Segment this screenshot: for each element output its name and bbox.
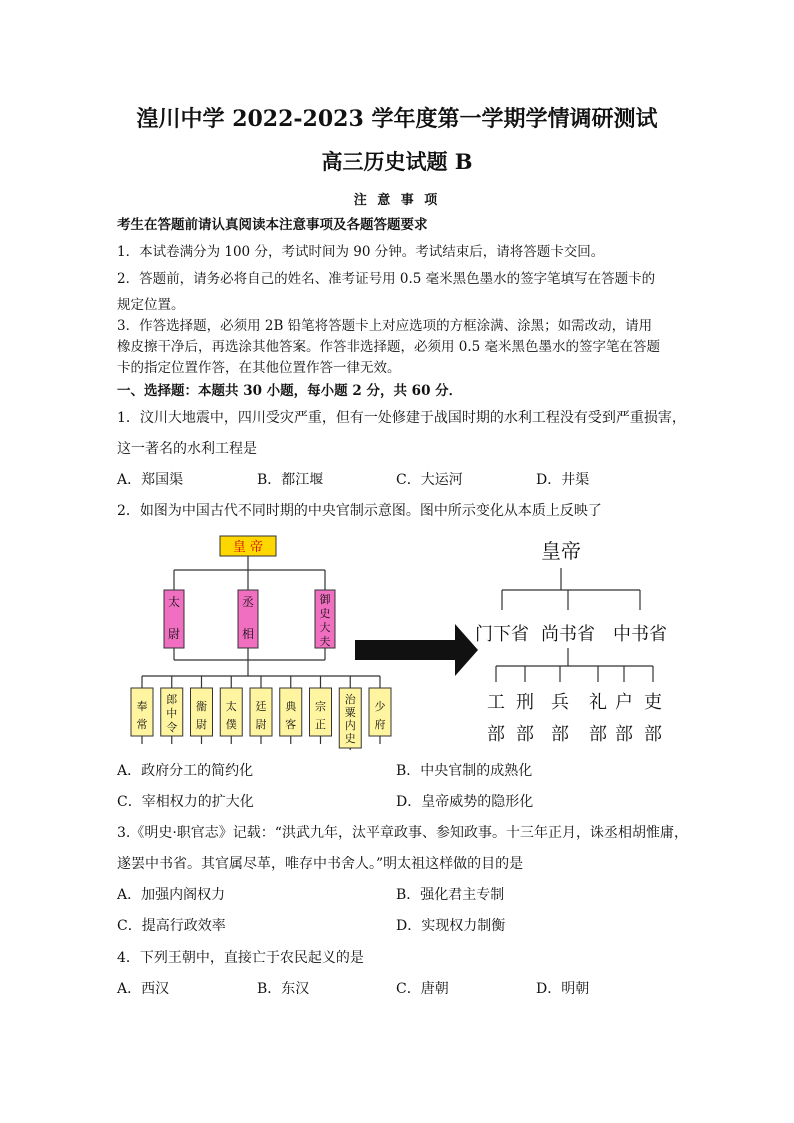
liubu-label: 户 bbox=[615, 692, 633, 713]
jiuqing-label: 郎 bbox=[166, 693, 178, 706]
jiuqing-label: 客 bbox=[285, 718, 297, 731]
jiuqing-label: 中 bbox=[166, 707, 178, 720]
q2-stem: 2．如图为中国古代不同时期的中央官制示意图。图中所示变化从本质上反映了 bbox=[117, 503, 602, 519]
right-emperor-label: 皇帝 bbox=[541, 539, 581, 563]
jiuqing-label: 太 bbox=[225, 700, 237, 713]
jiuqing-group bbox=[131, 676, 391, 750]
jiuqing-label: 府 bbox=[374, 718, 386, 731]
liubu-label: 刑 bbox=[516, 692, 534, 713]
q2-option-a: A．政府分工的简约化 bbox=[117, 763, 254, 779]
sangong-label: 丞 bbox=[241, 595, 255, 609]
notice-item-2-line1: 2．答题前，请务必将自己的姓名、准考证号用 0.5 毫米黑色墨水的签字笔填写在答题卡的 bbox=[117, 271, 656, 287]
jiuqing-label: 正 bbox=[315, 718, 326, 731]
jiuqing-label: 尉 bbox=[196, 718, 207, 731]
jiuqing-label: 治 bbox=[344, 693, 356, 706]
liubu-label: 部 bbox=[644, 724, 662, 745]
sangong-label: 尉 bbox=[167, 627, 181, 641]
liubu-label: 部 bbox=[589, 724, 607, 745]
notice-item-3-line2: 橡皮擦干净后，再选涂其他答案。作答非选择题，必须用 0.5 毫米黑色墨水的签字笔在答题 bbox=[117, 339, 661, 355]
q4-option-d: D．明朝 bbox=[536, 981, 590, 997]
jiuqing-label: 内 bbox=[344, 719, 356, 732]
q4-stem: 4．下列王朝中，直接亡于农民起义的是 bbox=[117, 950, 364, 966]
liubu-label: 部 bbox=[551, 724, 569, 745]
q1-stem-line2: 这一著名的水利工程是 bbox=[117, 441, 257, 457]
jiuqing-label: 尉 bbox=[255, 718, 267, 731]
notice-item-2-line2: 规定位置。 bbox=[117, 297, 185, 313]
notice-title: 注 意 事 项 bbox=[353, 193, 441, 208]
sangong-label: 太 bbox=[167, 595, 181, 609]
notice-item-3-line3: 卡的指定位置作答，在其他位置作答一律无效。 bbox=[117, 360, 401, 376]
jiuqing-label: 常 bbox=[136, 718, 148, 731]
exam-subtitle: 高三历史试题 B bbox=[321, 149, 473, 174]
q2-option-c: C．宰相权力的扩大化 bbox=[117, 794, 254, 810]
q3-option-d: D．实现权力制衡 bbox=[396, 918, 506, 934]
sansheng-label-menxia: 门下省 bbox=[475, 624, 529, 645]
q3-option-b: B．强化君主专制 bbox=[396, 887, 505, 903]
jiuqing-label: 奉 bbox=[136, 700, 148, 713]
q4-option-c: C．唐朝 bbox=[396, 981, 449, 997]
jiuqing-label: 史 bbox=[344, 732, 356, 745]
q1-option-d: D．井渠 bbox=[536, 472, 590, 488]
notice-item-3-line1: 3．作答选择题，必须用 2B 铅笔将答题卡上对应选项的方框涂满、涂黑；如需改动，请用 bbox=[117, 318, 653, 334]
liubu-label: 部 bbox=[516, 724, 534, 745]
liubu-label: 礼 bbox=[589, 692, 607, 713]
sansheng-label-shangshu: 尚书省 bbox=[541, 624, 595, 645]
jiuqing-label: 廷 bbox=[255, 700, 267, 713]
liubu-label: 部 bbox=[487, 724, 505, 745]
official-system-diagram bbox=[110, 530, 690, 750]
notice-lead: 考生在答题前请认真阅读本注意事项及各题答题要求 bbox=[117, 217, 428, 233]
sangong-label: 大 bbox=[319, 621, 331, 634]
jiuqing-label: 宗 bbox=[315, 700, 326, 713]
sui-tang-diagram bbox=[475, 539, 667, 745]
q3-option-a: A．加强内阁权力 bbox=[117, 887, 226, 903]
liubu-label: 工 bbox=[487, 692, 505, 713]
liubu-group bbox=[487, 666, 662, 745]
q4-option-b: B．东汉 bbox=[257, 981, 310, 997]
qin-han-diagram bbox=[131, 536, 391, 750]
liubu-label: 兵 bbox=[551, 692, 569, 713]
jiuqing-label: 令 bbox=[166, 721, 178, 734]
jiuqing-label: 僕 bbox=[225, 718, 237, 731]
q1-option-c: C．大运河 bbox=[396, 472, 463, 488]
sangong-label: 相 bbox=[241, 627, 255, 641]
sangong-label: 夫 bbox=[319, 635, 331, 648]
jiuqing-label: 少 bbox=[374, 700, 386, 713]
q1-option-b: B．都江堰 bbox=[257, 472, 324, 488]
jiuqing-label: 衞 bbox=[196, 700, 207, 713]
jiuqing-label: 粟 bbox=[344, 706, 356, 719]
q3-stem-line1: 3.《明史·职官志》记载：“洪武九年，汰平章政事、参知政事。十三年正月，诛丞相胡惟庸， bbox=[117, 825, 688, 841]
q2-option-d: D．皇帝威势的隐形化 bbox=[396, 794, 534, 810]
q1-option-a: A．郑国渠 bbox=[117, 472, 184, 488]
jiuqing-label: 典 bbox=[285, 700, 297, 713]
sansheng-label-zhongshu: 中书省 bbox=[613, 624, 667, 645]
liubu-label: 部 bbox=[615, 724, 633, 745]
sangong-label: 史 bbox=[319, 607, 331, 620]
liubu-label: 吏 bbox=[644, 692, 662, 713]
q4-option-a: A．西汉 bbox=[117, 981, 170, 997]
q2-option-b: B．中央官制的成熟化 bbox=[396, 763, 533, 779]
transition-arrow bbox=[355, 624, 478, 676]
q3-option-c: C．提高行政效率 bbox=[117, 918, 226, 934]
sangong-label: 御 bbox=[319, 593, 331, 606]
emperor-label: 皇 帝 bbox=[232, 540, 264, 555]
notice-item-1: 1．本试卷满分为 100 分，考试时间为 90 分钟。考试结束后，请将答题卡交回。 bbox=[117, 244, 605, 260]
section-heading: 一、选择题：本题共 30 小题，每小题 2 分，共 60 分． bbox=[117, 383, 463, 399]
q3-stem-line2: 遂罢中书省。其官属尽革，唯存中书舍人。”明太祖这样做的目的是 bbox=[117, 856, 524, 872]
q1-stem-line1: 1．汶川大地震中，四川受灾严重，但有一处修建于战国时期的水利工程没有受到严重损害， bbox=[117, 410, 686, 426]
exam-title: 湟川中学 2022-2023 学年度第一学期学情调研测试 bbox=[136, 106, 658, 132]
